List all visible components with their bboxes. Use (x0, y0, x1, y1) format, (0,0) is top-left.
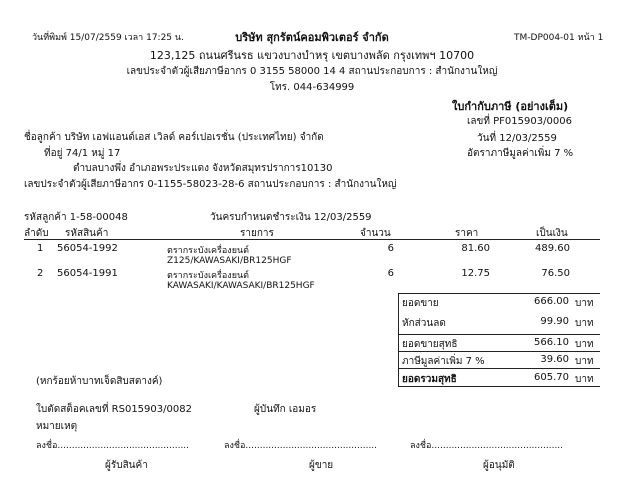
customer-name: ชื่อลูกค้า บริษัท เอฟแอนด์เอส เวิลด์ คอร์เปอเรชั่น (ประเทศไทย) จำกัด (24, 132, 324, 143)
vat-rate: อัตราภาษีมูลค่าเพิ่ม 7 % (467, 148, 574, 159)
totals-left-border (398, 293, 399, 386)
totals-currency: บาท (575, 318, 594, 329)
totals-value: 566.10 (534, 337, 569, 348)
row-no: 2 (37, 268, 44, 279)
recorder: ผู้บันทึก เอมอร (254, 404, 317, 415)
totals-value: 39.60 (540, 354, 569, 365)
totals-label: ภาษีมูลค่าเพิ่ม 7 % (402, 356, 485, 367)
row-desc-line1: ตรากระบังเครื่องยนต์ (167, 246, 249, 256)
grand-total-label: ยอดรวมสุทธิ (402, 374, 457, 385)
totals-label: ยอดขายสุทธิ (402, 339, 458, 350)
company-phone: โทร. 044-634999 (269, 82, 355, 93)
print-date: วันที่พิมพ์ 15/07/2559 เวลา 17:25 น. (32, 33, 184, 43)
col-header-no: ลำดับ (24, 228, 49, 239)
totals-label: ยอดขาย (402, 298, 439, 309)
totals-currency: บาท (575, 298, 594, 309)
totals-value: 99.90 (540, 316, 569, 327)
form-code: TM-DP004-01 หน้า 1 (514, 33, 604, 43)
col-header-code: รหัสสินค้า (65, 228, 109, 239)
row-desc-line2: KAWASAKI/KAWASAKI/BR125HGF (167, 281, 315, 291)
row-price: 81.60 (461, 243, 490, 254)
totals-label: หักส่วนลด (402, 318, 446, 329)
totals-currency: บาท (575, 339, 594, 350)
company-address: 123,125 ถนนศรีนรธ แขวงบางบำหรุ เขตบางพลัด กรุงเทพฯ 10700 (149, 49, 475, 62)
row-price: 12.75 (461, 268, 490, 279)
row-amount: 76.50 (541, 268, 570, 279)
col-header-desc: รายการ (240, 228, 274, 239)
approver-label: ผู้อนุมัติ (483, 460, 515, 471)
row-code: 56054-1991 (57, 268, 118, 279)
row-qty: 6 (387, 243, 394, 254)
totals-rule (398, 293, 600, 294)
totals-currency: บาท (575, 374, 594, 385)
row-no: 1 (37, 243, 44, 254)
customer-address-2: ตำบลบางพึ่ง อำเภอพระประแดง จังหวัดสมุทรปราการ10130 (73, 163, 333, 174)
totals-value: 666.00 (534, 296, 569, 307)
note-label: หมายเหตุ (36, 421, 78, 432)
col-header-qty: จำนวน (360, 228, 391, 239)
row-desc-line1: ตรากระบังเครื่องยนต์ (167, 271, 249, 281)
col-header-amount: เป็นเงิน (536, 228, 568, 239)
company-name: บริษัท สุกรัตน์คอมพิวเตอร์ จำกัด (235, 31, 389, 44)
amount-in-words: (หกร้อยห้าบาทเจ็ดสิบสตางค์) (36, 376, 163, 387)
delivery-reference: ใบตัดสต็อคเลขที่ RS015903/0082 (36, 404, 192, 415)
col-header-price: ราคา (455, 228, 479, 239)
seller-label: ผู้ขาย (309, 460, 334, 471)
customer-address-1: ที่อยู่ 74/1 หมู่ 17 (44, 148, 121, 159)
document-number: เลขที่ PF015903/0006 (467, 116, 572, 127)
due-date: วันครบกำหนดชำระเงิน 12/03/2559 (210, 212, 372, 223)
table-header-rule (24, 239, 600, 240)
row-amount: 489.60 (535, 243, 570, 254)
receiver-label: ผู้รับสินค้า (105, 460, 148, 471)
document-title: ใบกำกับภาษี (อย่างเต็ม) (452, 100, 569, 113)
row-desc-line2: Z125/KAWASAKI/BR125HGF (167, 256, 292, 266)
customer-taxid: เลขประจำตัวผู้เสียภาษีอากร 0-1155-58023-28-6 สถานประกอบการ : สำนักงานใหญ่ (24, 179, 397, 190)
row-qty: 6 (387, 268, 394, 279)
signature-line-seller: ลงชื่อ.............................................. (224, 441, 378, 451)
row-code: 56054-1992 (57, 243, 118, 254)
grand-total-value: 605.70 (534, 372, 569, 383)
signature-line-approver: ลงชื่อ.............................................. (410, 441, 564, 451)
totals-currency: บาท (575, 356, 594, 367)
customer-code: รหัสลูกค้า 1-58-00048 (24, 212, 128, 223)
totals-rule (398, 334, 600, 335)
document-date: วันที่ 12/03/2559 (477, 133, 557, 144)
signature-line-receiver: ลงชื่อ.............................................. (36, 441, 190, 451)
company-taxid: เลขประจำตัวผู้เสียภาษีอากร 0 3155 58000 14 4 สถานประกอบการ : สำนักงานใหญ่ (126, 66, 498, 77)
